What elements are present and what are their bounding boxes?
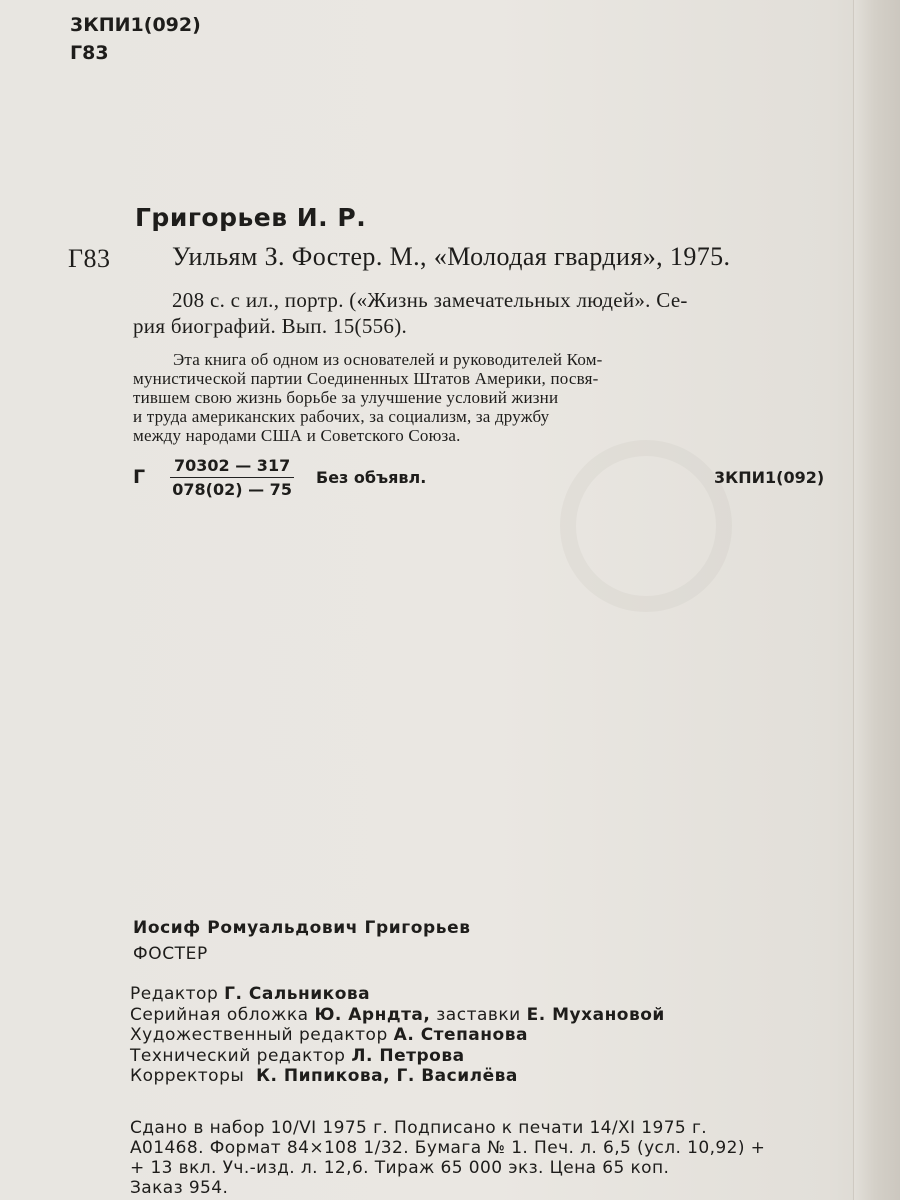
catalog-physical-line-1: 208 с. с ил., портр. («Жизнь замечательных людей». Се- bbox=[172, 288, 688, 312]
imprint-author: Иосиф Ромуальдович Григорьев bbox=[133, 918, 471, 938]
technical-line: Заказ 954. bbox=[130, 1178, 229, 1198]
page-edge-shadow bbox=[853, 0, 900, 1200]
catalog-annotation bbox=[133, 350, 833, 445]
annotation-line: между народами США и Советского Союза. bbox=[133, 426, 461, 445]
annotation-line: Эта книга об одном из основателей и руководителей Ком- bbox=[173, 350, 603, 369]
technical-line: А01468. Формат 84×108 1/32. Бумага № 1. Печ. л. 6,5 (усл. 10,92) + bbox=[130, 1138, 766, 1158]
credit-role: заставки bbox=[436, 1004, 521, 1025]
technical-line: + 13 вкл. Уч.-изд. л. 12,6. Тираж 65 000 экз. Цена 65 коп. bbox=[130, 1158, 670, 1178]
credit-names: Ю. Арндта, bbox=[314, 1004, 431, 1025]
index-fraction bbox=[170, 456, 294, 499]
credit-role: Редактор bbox=[130, 984, 219, 1004]
imprint-title: ФОСТЕР bbox=[133, 944, 208, 964]
imprint-credits bbox=[130, 984, 665, 1087]
imprint-technical-data bbox=[130, 1118, 765, 1198]
credit-names: Е. Мухановой bbox=[526, 1004, 665, 1025]
credit-row-tech-editor bbox=[130, 1046, 665, 1067]
index-denominator: 078(02) — 75 bbox=[172, 480, 292, 499]
credit-row-proofreaders bbox=[130, 1066, 665, 1087]
annotation-line: и труда американских рабочих, за социализм, за дружбу bbox=[133, 407, 550, 426]
index-letter: Г bbox=[133, 466, 146, 488]
credit-role: Корректоры bbox=[130, 1066, 245, 1086]
credit-names: К. Пипикова, Г. Василёва bbox=[256, 1066, 518, 1086]
no-advert-note: Без объявл. bbox=[316, 468, 427, 487]
author-mark-top: Г83 bbox=[70, 42, 109, 64]
annotation-line: тившем свою жизнь борьбе за улучшение условий жизни bbox=[133, 388, 559, 407]
credit-role: Художественный редактор bbox=[130, 1025, 388, 1045]
credit-names: Г. Сальникова bbox=[224, 984, 371, 1004]
annotation-line: мунистической партии Соединенных Штатов Америки, посвя- bbox=[133, 369, 599, 388]
credit-role: Технический редактор bbox=[130, 1045, 346, 1066]
credit-row-cover bbox=[130, 1005, 665, 1026]
catalog-physical-line-2: рия биографий. Вып. 15(556). bbox=[133, 314, 408, 338]
credit-row-art-editor bbox=[130, 1025, 665, 1046]
credit-row-editor bbox=[130, 984, 665, 1005]
credit-role: Серийная обложка bbox=[130, 1004, 309, 1025]
credit-names: А. Степанова bbox=[393, 1025, 528, 1045]
index-numerator: 70302 — 317 bbox=[170, 456, 294, 478]
catalog-author: Григорьев И. Р. bbox=[135, 203, 367, 232]
bleed-through-mark bbox=[560, 440, 732, 612]
catalog-title-line: Уильям З. Фостер. М., «Молодая гвардия», 1975. bbox=[172, 242, 731, 271]
catalog-author-mark: Г83 bbox=[68, 244, 111, 273]
credit-names: Л. Петрова bbox=[351, 1045, 465, 1066]
classification-code-right: 3КПИ1(092) bbox=[714, 468, 825, 487]
technical-line: Сдано в набор 10/VI 1975 г. Подписано к печати 14/XI 1975 г. bbox=[130, 1118, 708, 1138]
classification-code-top: 3КПИ1(092) bbox=[70, 14, 201, 36]
